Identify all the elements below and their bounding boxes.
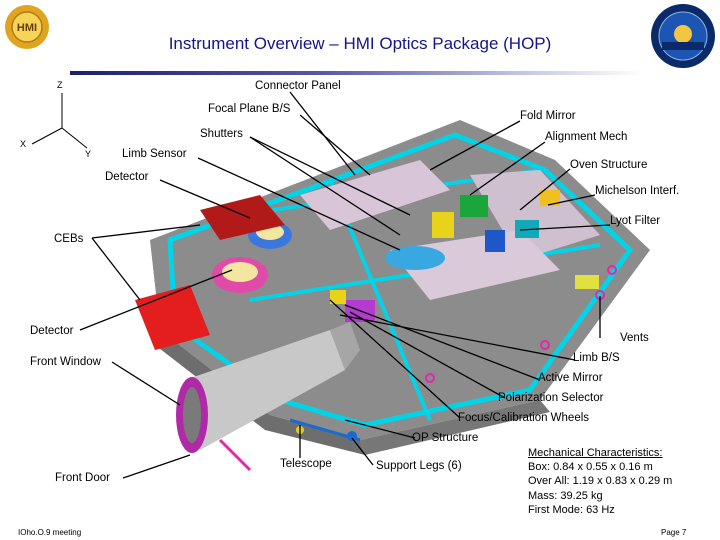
- svg-text:HMI: HMI: [16, 22, 38, 34]
- footer-page-number: Page 7: [661, 528, 687, 537]
- label-detector-top: Detector: [105, 171, 149, 183]
- mechanical-overall: Over All: 1.19 x 0.83 x 0.29 m: [528, 475, 673, 488]
- label-active-mirror: Active Mirror: [538, 372, 603, 384]
- mechanical-mass: Mass: 39.25 kg: [528, 489, 603, 502]
- label-lyot-filter: Lyot Filter: [610, 215, 661, 227]
- axis-z-label: Z: [57, 80, 63, 90]
- label-detector-left: Detector: [30, 325, 74, 337]
- axis-y-label: Y: [85, 149, 92, 159]
- label-cebs: CEBs: [54, 233, 84, 245]
- label-front-door: Front Door: [55, 472, 110, 484]
- mechanical-first-mode: First Mode: 63 Hz: [528, 503, 615, 516]
- label-telescope: Telescope: [280, 458, 332, 470]
- label-alignment-mech: Alignment Mech: [545, 131, 628, 143]
- label-fold-mirror: Fold Mirror: [520, 110, 576, 122]
- label-michelson: Michelson Interf.: [595, 185, 680, 197]
- axis-x-label: X: [20, 139, 27, 149]
- label-focus-wheels: Focus/Calibration Wheels: [458, 412, 590, 424]
- mechanical-heading: Mechanical Characteristics:: [528, 447, 663, 459]
- label-front-window: Front Window: [30, 356, 101, 368]
- label-polarization-selector: Polarization Selector: [498, 392, 604, 404]
- label-focal-plane-bs: Focal Plane B/S: [208, 103, 291, 115]
- label-vents: Vents: [620, 332, 649, 344]
- page-title: Instrument Overview – HMI Optics Package (HOP): [168, 34, 552, 53]
- label-connector-panel: Connector Panel: [255, 80, 341, 92]
- label-op-structure: OP Structure: [412, 432, 479, 444]
- label-oven-structure: Oven Structure: [570, 159, 648, 171]
- mechanical-characteristics: [528, 446, 672, 517]
- label-limb-sensor: Limb Sensor: [122, 148, 187, 160]
- footer-meeting: IOho.O.9 meeting: [18, 528, 82, 537]
- label-support-legs: Support Legs (6): [376, 460, 462, 472]
- label-shutters: Shutters: [200, 128, 243, 140]
- label-limb-bs: Limb B/S: [573, 352, 620, 364]
- mechanical-box: Box: 0.84 x 0.55 x 0.16 m: [528, 461, 653, 474]
